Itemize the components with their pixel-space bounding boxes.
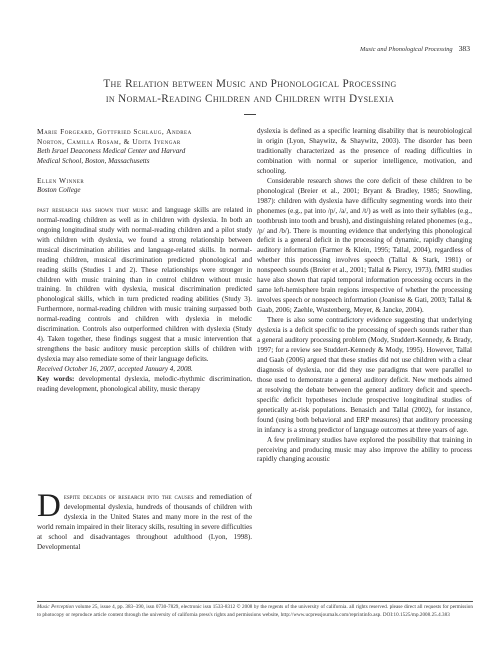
running-head-journal: Music and Phonological Processing	[360, 46, 453, 53]
title-line-1: The Relation between Music and Phonological Processing	[103, 78, 397, 90]
keywords-label: Key words:	[37, 375, 75, 384]
affiliation-1-line-2: Medical School, Boston, Massachusetts	[37, 156, 150, 165]
right-paragraph-2: Considerable research shows the core deficit of these children to be phonological (Breier et al., 2001; Bryant & Bradley, 1985; Snowling, 1987): children with dyslexia have difficulty segmenting words into their phonemes (e.g., pat into /p/, /a/, and /t/) as well as into their syllables (e.g., toothbrush into tooth and brush), and distinguishing related phonemes (e.g., /p/ and /b/). There is mounting evidence that underlying this phonological deficit is a general deficit in the processing of dynamic, rapidly changing auditory information (Farmer & Klein, 1995; Tallal, 2004), regardless of whether this processing involves speech (Tallal & Stark, 1981) or nonspeech sounds (Breier et al., 2001; Tallal & Piercy, 1973). fMRI studies have also shown that rapid temporal information processing occurs in the same left-hemisphere brain regions irrespective of whether the processing involves speech or nonspeech information (Joanisse & Gati, 2003; Tallal & Gaab, 2006; Zaehle, Wustenberg, Meyer, & Jancke, 2004).	[257, 176, 472, 315]
right-paragraph-3: There is also some contradictory evidence suggesting that underlying dyslexia is a deficit specific to the processing of speech sounds rather than a general auditory processing problem (Mody, Studdert-Kennedy, & Brady, 1997; for a review see Studdert-Kennedy & Mody, 1995). However, Tallal and Gaab (2006) argued that these studies did not use children with a clear diagnosis of dyslexia, nor did they use paradigms that were parallel to those used to demonstrate a general auditory deficit. New methods aimed at resolving the debate between the general auditory deficit and speech-specific deficit hypotheses include prospective longitudinal studies of genetically at-risk populations. Benasich and Tallal (2002), for instance, found (using both behavioral and ERP measures) that auditory processing in infancy is a strong predictor of language outcomes at three years of age.	[257, 316, 472, 434]
affiliation-2: Boston College	[37, 185, 81, 194]
abstract-body: and language skills are related in normal-reading children as well as in children with dyslexia. In both an ongoing longitudinal study with normal-reading children and a pilot study with children with dyslexia, we found a strong relationship between musical discrimination abilities and language-related skills. In normal-reading children, musical discrimination predicted phonological and reading skills (Studies 1 and 2). These relationships were stronger in children with music training than in control children without music training. In children with dyslexia, musical discrimination predicted phonological skills, which in turn predicted reading abilities (Study 3). Furthermore, normal-reading children with music training surpassed both normal-reading controls and children with dyslexia in melodic discrimination. Controls also outperformed children with dyslexia (Study 4). Taken together, these findings suggest that a music intervention that strengthens the basic auditory music perception skills of children with dyslexia may also remediate some of their language deficits.	[37, 205, 252, 364]
intro-lead: espite decades of research into the causes	[63, 492, 194, 501]
abstract	[37, 205, 252, 395]
authors-line-2: Norton, Camilla Rosam, & Udita Iyengar	[37, 137, 181, 146]
title-divider	[244, 114, 256, 115]
page-number: 383	[458, 44, 470, 53]
right-paragraph-4: A few preliminary studies have explored the possibility that training in perceiving and producing music may also improve the ability to process rapidly changing acoustic	[257, 435, 472, 464]
abstract-text	[37, 205, 252, 365]
keywords-list: developmental dyslexia, melodic-rhythmic discrimination, reading development, phonological ability, music therapy	[37, 375, 253, 394]
drop-cap: D	[37, 488, 61, 524]
keywords	[37, 375, 252, 395]
affiliation-1-line-1: Beth Israel Deaconess Medical Center and Harvard	[37, 147, 186, 155]
received-date: Received October 16, 2007, accepted January 4, 2008.	[37, 365, 193, 374]
right-paragraph-1: dyslexia is defined as a specific learning disability that is neurobiological in origin (Lyon, Shaywitz, & Shaywitz, 2003). The disorder has been traditionally characterized as the presence of reading difficulties in combination with normal or superior intelligence, motivation, and schooling.	[257, 127, 472, 175]
article-title	[40, 77, 460, 106]
footer-citation	[37, 604, 473, 620]
footer-text: volume 25, issue 4, pp. 383–390, issn 0730-7829, electronic issn 1533-8312 © 2008 by the regents of the university of california. all rights reserved. please direct all requests for permission to photocopy or reproduce article content through the university of california press's rights and permissions website, http://www.ucpressjournals.com/reprintinfo.asp. DOI:10.1525/mp.2008.25.4.383	[37, 604, 473, 618]
authors-line-1: Marie Forgeard, Gottfried Schlaug, Andrea	[37, 127, 192, 136]
abstract-lead: past research has shown that music	[37, 204, 149, 214]
footer-journal: Music Perception	[37, 604, 74, 610]
footer-divider	[37, 601, 473, 602]
title-line-2: in Normal-Reading Children and Children with Dyslexia	[105, 92, 395, 105]
author-2: Ellen Winner	[37, 175, 85, 185]
right-column	[257, 127, 472, 465]
intro-body: and remediation of developmental dyslexia, hundreds of thousands of children with dyslexia in the United States and many more in the rest of the world remain impaired in their literacy skills, resulting in severe difficulties at school and disadvantages throughout adulthood (Lyon, 1998). Developmental	[37, 493, 252, 551]
left-column	[37, 127, 252, 395]
intro-paragraph	[37, 488, 252, 553]
running-head	[300, 44, 470, 53]
